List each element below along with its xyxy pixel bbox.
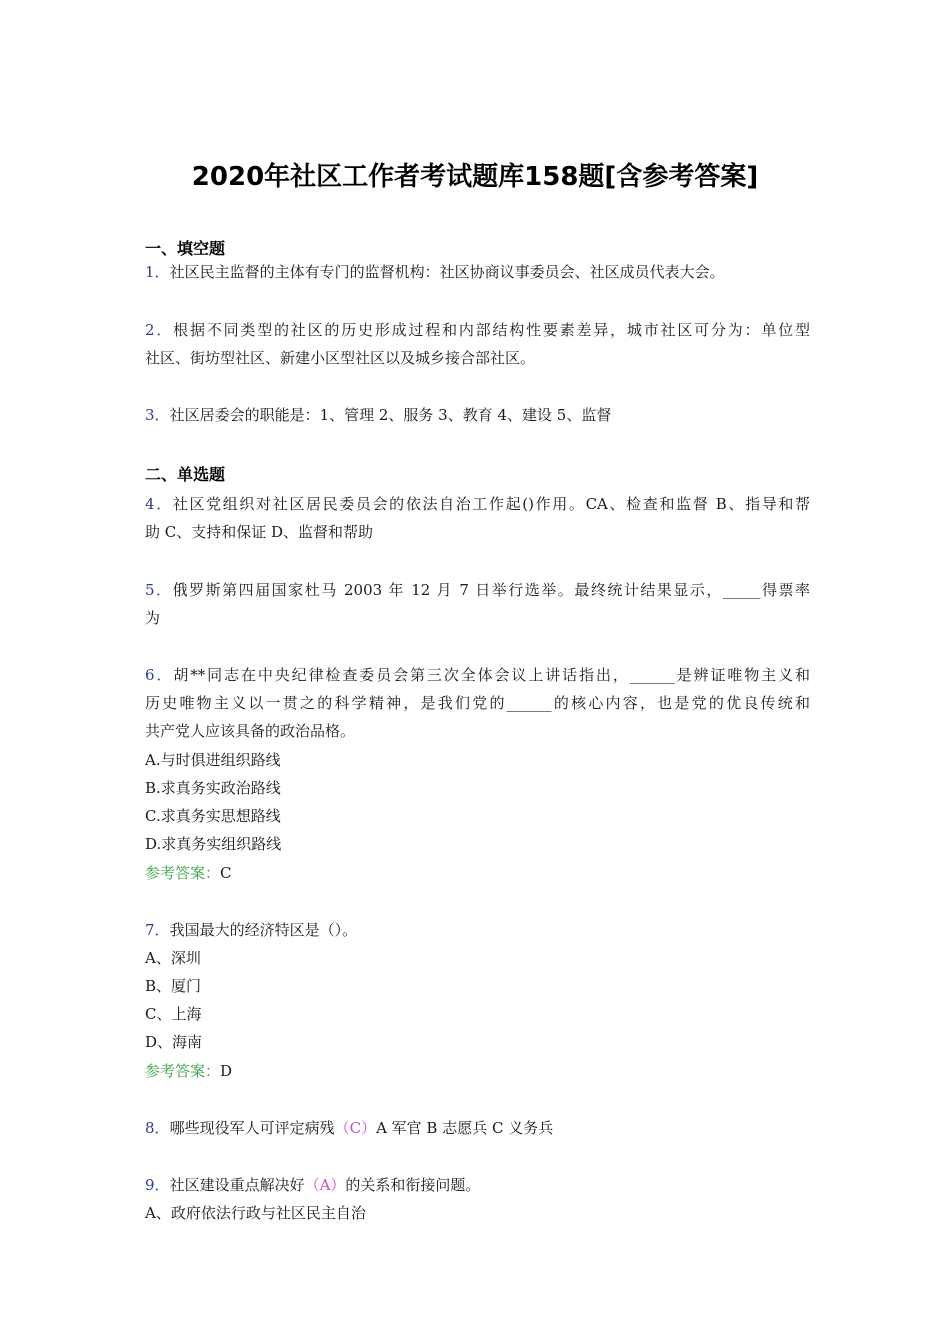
- question-6: 6．胡**同志在中央纪律检查委员会第三次全体会议上讲话指出，______是辨证唯物主义和: [145, 666, 810, 684]
- question-text: 社区党组织对社区居民委员会的依法自治工作起()作用。CA、检查和监督 B、指导和帮: [172, 495, 810, 513]
- section-heading-fill-in: 一、填空题: [145, 239, 226, 258]
- inline-answer: （C）: [334, 1119, 377, 1137]
- question-4: 4．社区党组织对社区居民委员会的依法自治工作起()作用。CA、检查和监督 B、指导和帮: [145, 495, 810, 513]
- reference-answer: [145, 1061, 810, 1081]
- question-number: 3: [145, 406, 155, 424]
- question-text: 俄罗斯第四届国家杜马 2003 年 12 月 7 日举行选举。最终统计结果显示，_____得票率: [172, 581, 810, 599]
- question-9: 9．社区建设重点解决好（A）的关系和衔接问题。: [145, 1176, 481, 1194]
- question-text: 我国最大的经济特区是（）。: [169, 921, 358, 939]
- question-3: 3．社区居委会的职能是：1、管理 2、服务 3、教育 4、建设 5、监督: [145, 406, 612, 424]
- question-number: 5: [145, 581, 155, 599]
- question-8: 8．哪些现役军人可评定病残（C）A 军官 B 志愿兵 C 义务兵: [145, 1119, 554, 1137]
- question-number: 4: [145, 495, 155, 513]
- question-number: 7: [145, 921, 155, 939]
- answer-label: 参考答案：: [145, 1062, 221, 1080]
- option-c: C.求真务实思想路线: [145, 807, 281, 825]
- question-number: 6: [145, 666, 155, 684]
- answer-label: 参考答案：: [145, 864, 221, 882]
- option-b: B.求真务实政治路线: [145, 779, 281, 797]
- answer-value: D: [220, 1062, 233, 1080]
- question-5-continuation: 为: [145, 609, 161, 627]
- inline-answer: （A）: [304, 1176, 346, 1194]
- option-d: D.求真务实组织路线: [145, 835, 282, 853]
- question-text: 社区建设重点解决好: [169, 1176, 305, 1194]
- question-text-end: 的关系和衔接问题。: [345, 1176, 481, 1194]
- question-1: 1．社区民主监督的主体有专门的监督机构：社区协商议事委员会、社区成员代表大会。: [145, 263, 725, 281]
- question-text: 社区居委会的职能是：1、管理 2、服务 3、教育 4、建设 5、监督: [169, 406, 612, 424]
- question-7: 7．我国最大的经济特区是（）。: [145, 921, 358, 939]
- page-title: 2020年社区工作者考试题库158题[含参考答案]: [191, 162, 759, 192]
- option-a: A、深圳: [145, 949, 201, 967]
- question-2-continuation: 社区、街坊型社区、新建小区型社区以及城乡接合部社区。: [145, 349, 536, 367]
- question-text: 哪些现役军人可评定病残: [169, 1119, 335, 1137]
- question-text: 社区民主监督的主体有专门的监督机构：社区协商议事委员会、社区成员代表大会。: [169, 263, 725, 281]
- option-a: A.与时俱进组织路线: [145, 751, 281, 769]
- question-4-continuation: 助 C、支持和保证 D、监督和帮助: [145, 523, 374, 541]
- question-6-continuation: 共产党人应该具备的政治品格。: [145, 722, 356, 740]
- question-number: 8: [145, 1119, 155, 1137]
- question-text: 根据不同类型的社区的历史形成过程和内部结构性要素差异，城市社区可分为：单位型: [173, 321, 810, 339]
- question-6-continuation: 历史唯物主义以一贯之的科学精神，是我们党的______的核心内容，也是党的优良传统和: [145, 694, 810, 712]
- reference-answer: [145, 863, 810, 883]
- question-number: 2: [145, 321, 155, 339]
- section-heading-single-choice: 二、单选题: [145, 465, 226, 484]
- question-2: 2．根据不同类型的社区的历史形成过程和内部结构性要素差异，城市社区可分为：单位型: [145, 321, 810, 339]
- answer-value: C: [220, 864, 232, 882]
- option-a: A、政府依法行政与社区民主自治: [145, 1204, 366, 1222]
- option-c: C、上海: [145, 1005, 202, 1023]
- option-b: B、厦门: [145, 977, 202, 995]
- question-5: 5．俄罗斯第四届国家杜马 2003 年 12 月 7 日举行选举。最终统计结果显示，_____得票率: [145, 581, 810, 599]
- question-number: 9: [145, 1176, 155, 1194]
- question-options: A 军官 B 志愿兵 C 义务兵: [376, 1119, 554, 1137]
- question-number: 1: [145, 263, 155, 281]
- question-text: 胡**同志在中央纪律检查委员会第三次全体会议上讲话指出，______是辨证唯物主义和: [173, 666, 810, 684]
- option-d: D、海南: [145, 1033, 203, 1051]
